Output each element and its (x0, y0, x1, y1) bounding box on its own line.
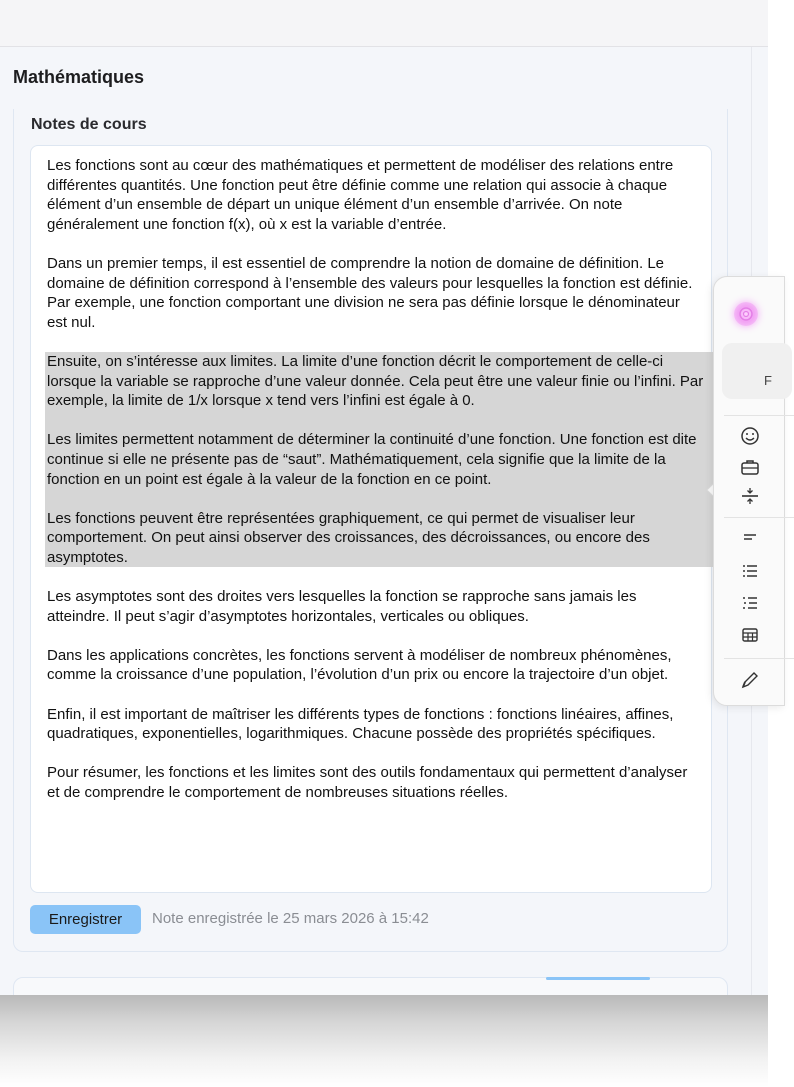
palette-divider (724, 658, 794, 659)
bulleted-list-icon[interactable] (739, 560, 761, 582)
notes-card (13, 109, 728, 952)
palette-divider (724, 517, 794, 518)
window-bottom-shadow (0, 995, 768, 1087)
format-palette (713, 276, 785, 706)
divider-icon[interactable] (739, 485, 761, 507)
numbered-list-icon[interactable] (739, 592, 761, 614)
window-top-bar (0, 0, 768, 47)
paragraph-icon[interactable] (739, 527, 761, 549)
pen-icon[interactable] (739, 669, 761, 691)
notes-paragraph: Les fonctions sont au cœur des mathématiques et permettent de modéliser des relations entre différentes quantités. Une fonction peut être définie comme une relation qui associe à chaque élément d’un ensemble de départ un unique élément d’un ensemble d’arrivée. On note généralement une fonction f(x), où x est la variable d’entrée. (47, 157, 674, 233)
notes-paragraph-selected: Les fonctions peuvent être représentées graphiquement, ce qui permet de visualiser leur comportement. On peut ainsi observer des croissances, des décroissances, ou encore des asymptotes. (47, 509, 650, 566)
style-preview[interactable] (722, 343, 792, 399)
notes-paragraph-selected: Ensuite, on s’intéresse aux limites. La limite d’une fonction décrit le comportement de celle-ci lorsque la variable se rapproche d’une valeur donnée. Cela peut être une valeur finie ou l’infini. Par exemple, la limite de 1/x lorsque x tend vers l’infini est égale à 0. (47, 352, 704, 410)
notes-paragraph-selected: Les limites permettent notamment de déterminer la continuité d’une fonction. Une fonction est dite continue si elle ne présente pas de “saut”. Mathématiquement, cela signifie que la limite de la fonction en un point est égale à la valeur de la fonction en ce point. (47, 431, 697, 488)
notes-paragraph: Dans les applications concrètes, les fonctions servent à modéliser de nombreux phénomènes, comme la croissance d’une population, l’évolution d’un prix ou encore la trajectoire d’un objet. (47, 646, 672, 684)
ai-assistant-icon[interactable] (734, 302, 758, 326)
notes-paragraph: Pour résumer, les fonctions et les limites sont des outils fondamentaux qui permettent d’analyser et de comprendre le comportement de nombreuses situations réelles. (47, 764, 688, 801)
table-icon[interactable] (739, 624, 761, 646)
notes-paragraph: Enfin, il est important de maîtriser les différents types de fonctions : fonctions linéaires, affines, quadratiques, exponentielles, logarithmiques. Chacune possède des propriétés spécifiques. (47, 705, 674, 743)
notes-paragraph: Dans un premier temps, il est essentiel de comprendre la notion de domaine de définition. Le domaine de définition correspond à l’ensemble des valeurs pour lesquelles la fonction est définie. Par exemple, une fonction comportant une division ne sera pas définie lorsque le dénominateur est nul. (47, 254, 693, 331)
text-selection (45, 352, 713, 568)
palette-divider (724, 415, 794, 416)
page-title: Mathématiques (13, 67, 145, 87)
notes-text[interactable] (47, 156, 704, 822)
next-card-button[interactable] (546, 977, 650, 980)
style-preview-glyph: F (764, 373, 772, 388)
notes-page (0, 47, 768, 995)
briefcase-icon[interactable] (739, 456, 761, 478)
save-status: Note enregistrée le 25 mars 2026 à 15:42 (152, 910, 429, 927)
emoji-icon[interactable] (739, 425, 761, 447)
notes-textarea[interactable] (30, 145, 712, 893)
save-button[interactable]: Enregistrer (30, 905, 141, 934)
notes-label: Notes de cours (31, 116, 147, 133)
notes-paragraph: Les asymptotes sont des droites vers lesquelles la fonction se rapproche sans jamais les atteindre. Il peut s’agir d’asymptotes horizontales, verticales ou obliques. (47, 588, 637, 625)
